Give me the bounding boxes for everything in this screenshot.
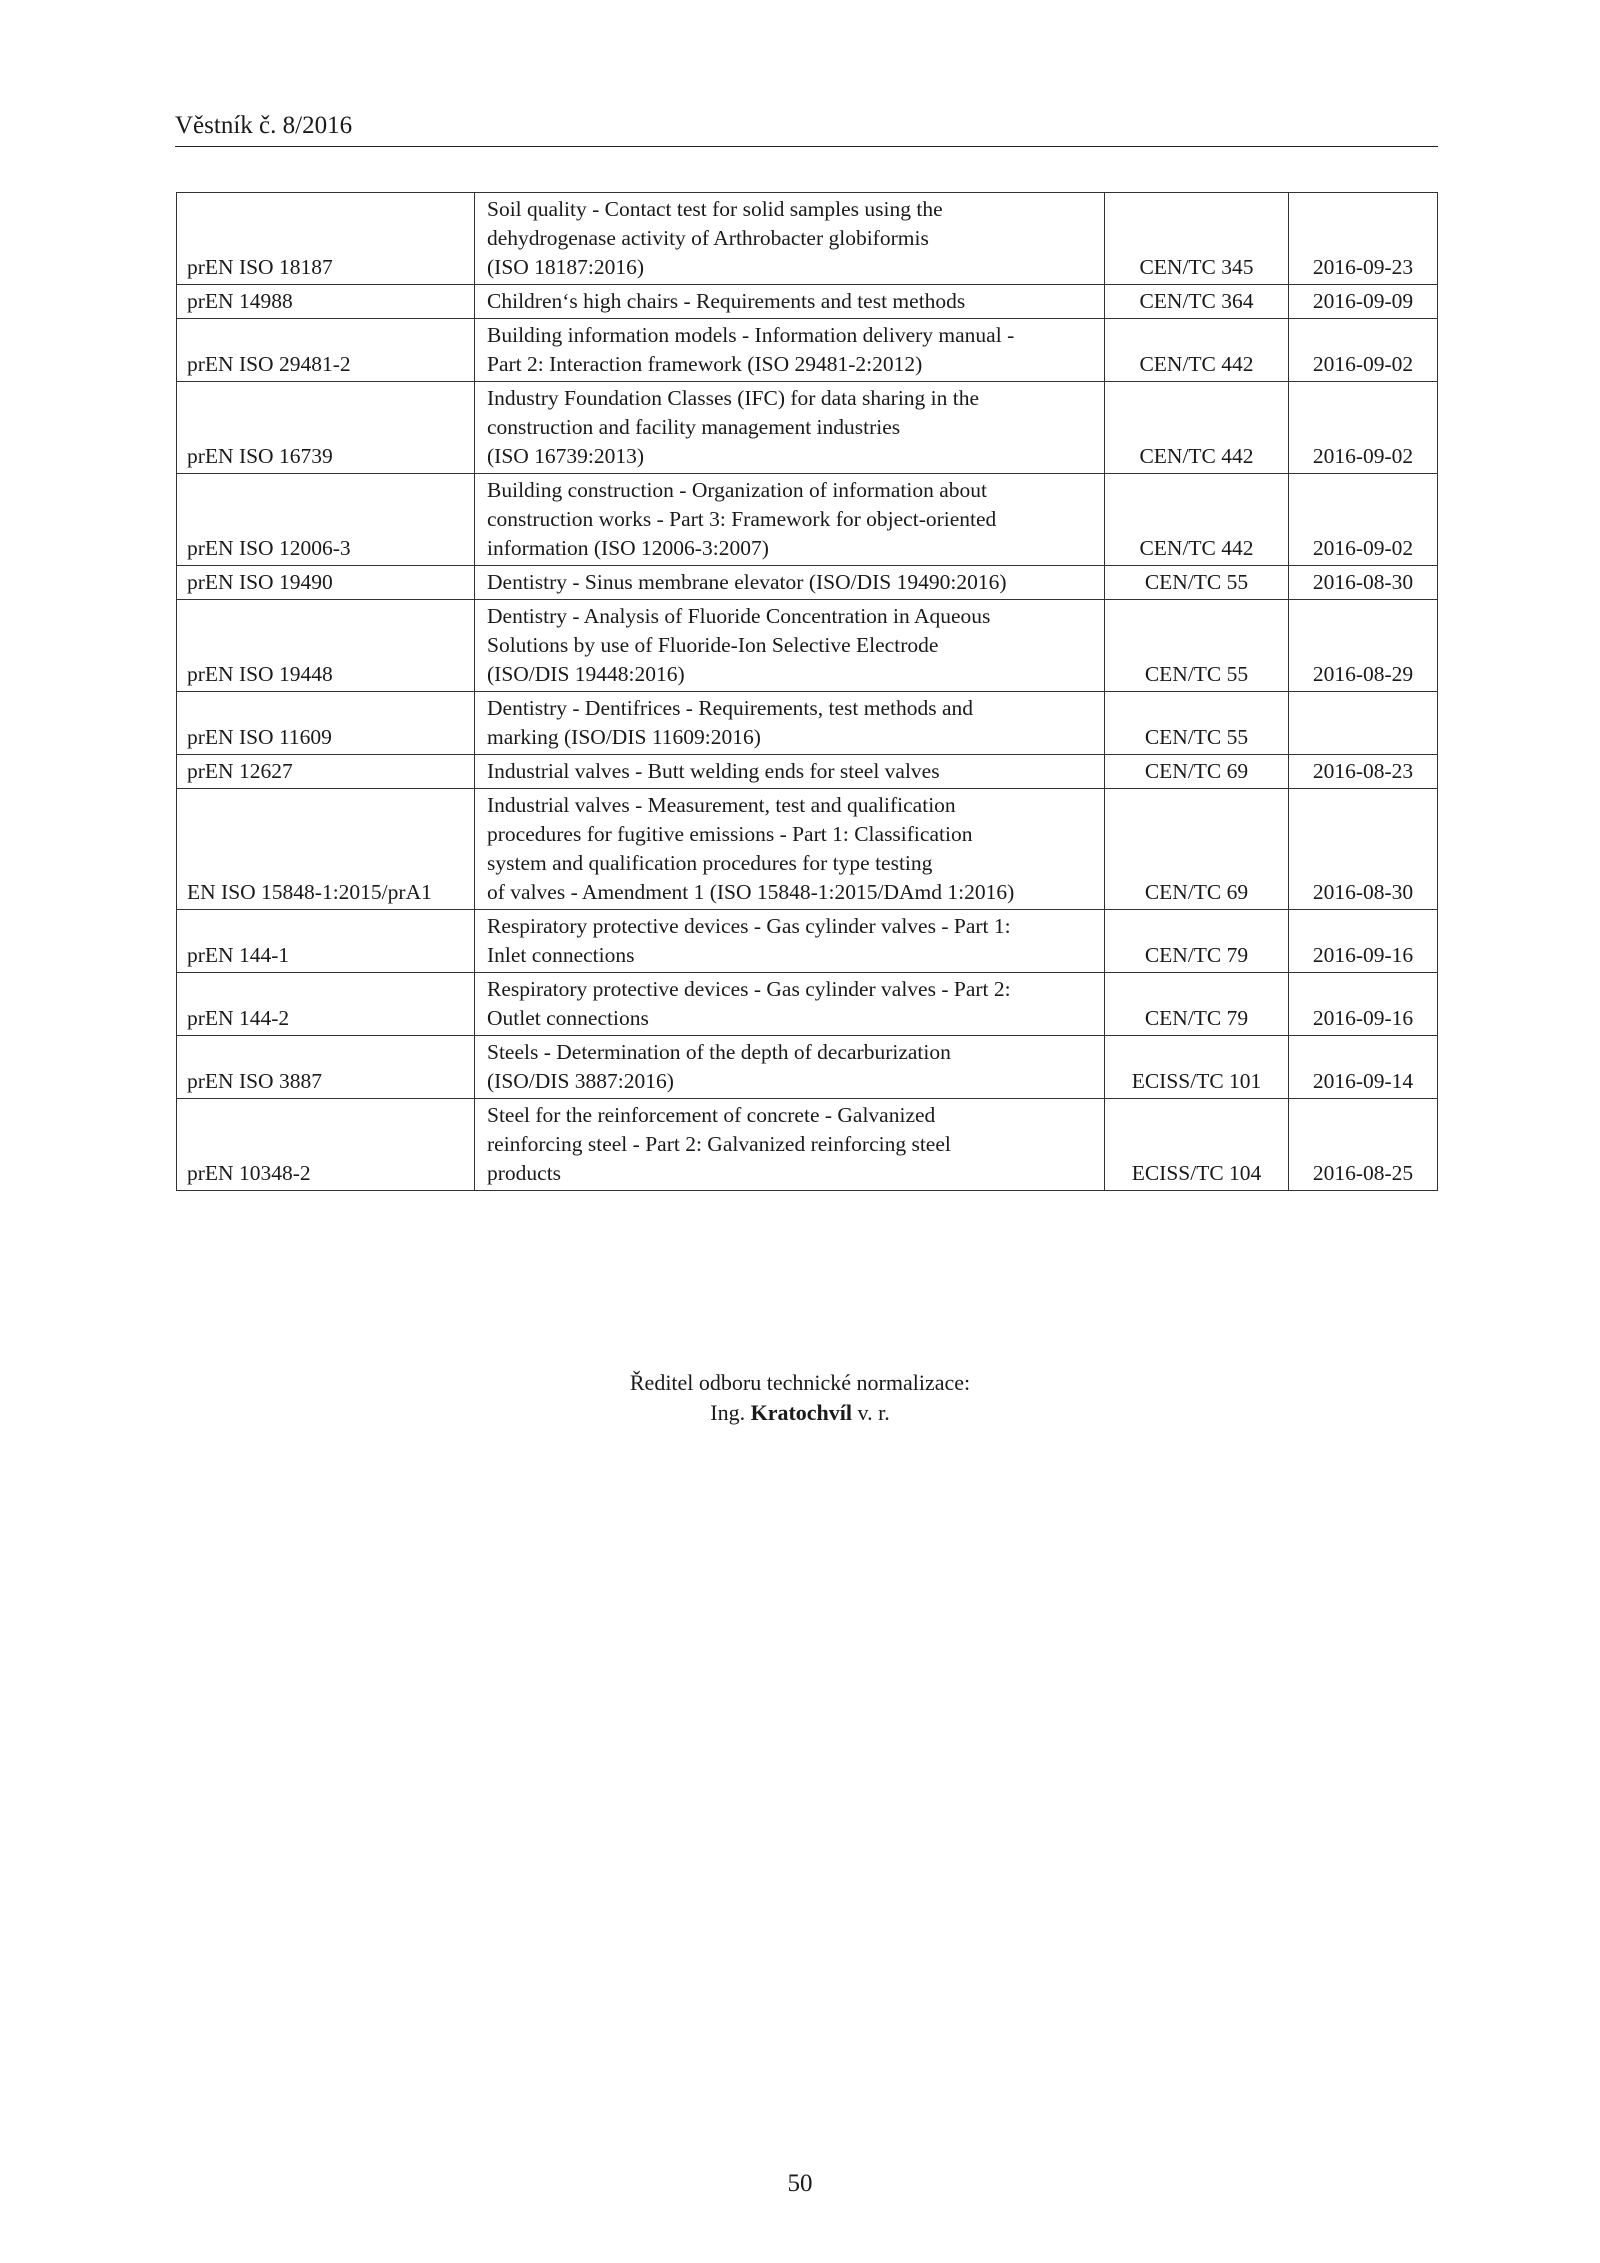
- standard-title-line: construction and facility management industries: [487, 415, 901, 439]
- bulletin-title: Věstník č. 8/2016: [175, 112, 353, 139]
- standard-code-cell: prEN ISO 19448: [177, 600, 475, 692]
- technical-committee-cell: CEN/TC 69: [1105, 789, 1289, 910]
- technical-committee-cell: CEN/TC 442: [1105, 474, 1289, 566]
- standard-code-cell: prEN ISO 12006-3: [177, 474, 475, 566]
- standard-title-cell: [475, 755, 1105, 789]
- table-row: [177, 789, 1438, 910]
- signature-name: Kratochvíl: [750, 1400, 853, 1425]
- technical-committee-cell: CEN/TC 79: [1105, 973, 1289, 1036]
- standard-title-line: construction works - Part 3: Framework for object-oriented: [487, 507, 997, 531]
- standard-code-cell: EN ISO 15848-1:2015/prA1: [177, 789, 475, 910]
- standard-title-line: Industrial valves - Measurement, test and qualification: [487, 793, 956, 817]
- standard-title-line: Part 2: Interaction framework (ISO 29481-2:2012): [487, 352, 923, 376]
- standard-code-cell: prEN ISO 19490: [177, 566, 475, 600]
- standard-title-line: of valves - Amendment 1 (ISO 15848-1:2015/DAmd 1:2016): [487, 880, 1015, 904]
- table-row: [177, 566, 1438, 600]
- deadline-date-cell: 2016-08-25: [1289, 1099, 1438, 1191]
- standard-title-cell: [475, 193, 1105, 285]
- standard-title-line: (ISO/DIS 19448:2016): [487, 662, 685, 686]
- signature-name-line: [0, 1398, 1600, 1428]
- technical-committee-cell: CEN/TC 55: [1105, 600, 1289, 692]
- table-row: [177, 319, 1438, 382]
- standard-title-line: (ISO 16739:2013): [487, 444, 645, 468]
- standard-title-line: Building construction - Organization of information about: [487, 478, 987, 502]
- standard-title-line: procedures for fugitive emissions - Part 1: Classification: [487, 822, 973, 846]
- deadline-date-cell: 2016-09-14: [1289, 1036, 1438, 1099]
- table-row: [177, 382, 1438, 474]
- standard-title-line: Dentistry - Sinus membrane elevator (ISO/DIS 19490:2016): [487, 570, 1007, 594]
- table-row: [177, 910, 1438, 973]
- standard-title-cell: [475, 382, 1105, 474]
- standard-title-line: Industry Foundation Classes (IFC) for data sharing in the: [487, 386, 980, 410]
- standard-title-line: Solutions by use of Fluoride-Ion Selective Electrode: [487, 633, 939, 657]
- table-row: [177, 1036, 1438, 1099]
- standard-title-line: marking (ISO/DIS 11609:2016): [487, 725, 761, 749]
- standard-code-cell: prEN ISO 3887: [177, 1036, 475, 1099]
- deadline-date-cell: 2016-08-29: [1289, 600, 1438, 692]
- standard-title-line: Building information models - Information delivery manual -: [487, 323, 1015, 347]
- standard-code-cell: prEN 144-1: [177, 910, 475, 973]
- standard-title-line: Outlet connections: [487, 1006, 649, 1030]
- standard-title-line: Dentistry - Analysis of Fluoride Concentration in Aqueous: [487, 604, 991, 628]
- technical-committee-cell: CEN/TC 69: [1105, 755, 1289, 789]
- technical-committee-cell: CEN/TC 442: [1105, 382, 1289, 474]
- table-row: [177, 1099, 1438, 1191]
- standard-title-line: dehydrogenase activity of Arthrobacter globiformis: [487, 226, 929, 250]
- signature-prefix: Ing.: [710, 1400, 746, 1425]
- standard-code-cell: prEN 12627: [177, 755, 475, 789]
- deadline-date-cell: 2016-09-02: [1289, 319, 1438, 382]
- standard-title-line: information (ISO 12006-3:2007): [487, 536, 769, 560]
- standards-table: [176, 192, 1438, 1191]
- standard-code-cell: prEN ISO 29481-2: [177, 319, 475, 382]
- technical-committee-cell: CEN/TC 55: [1105, 692, 1289, 755]
- technical-committee-cell: CEN/TC 79: [1105, 910, 1289, 973]
- standard-title-cell: [475, 789, 1105, 910]
- deadline-date-cell: 2016-09-23: [1289, 193, 1438, 285]
- standard-title-line: Respiratory protective devices - Gas cylinder valves - Part 1:: [487, 914, 1011, 938]
- deadline-date-cell: 2016-09-02: [1289, 382, 1438, 474]
- technical-committee-cell: CEN/TC 55: [1105, 566, 1289, 600]
- standard-title-cell: [475, 566, 1105, 600]
- table-row: [177, 973, 1438, 1036]
- technical-committee-cell: CEN/TC 442: [1105, 319, 1289, 382]
- technical-committee-cell: ECISS/TC 101: [1105, 1036, 1289, 1099]
- standard-title-line: Children‘s high chairs - Requirements and test methods: [487, 289, 966, 313]
- standard-title-line: Respiratory protective devices - Gas cylinder valves - Part 2:: [487, 977, 1011, 1001]
- deadline-date-cell: 2016-08-30: [1289, 789, 1438, 910]
- standard-title-line: Industrial valves - Butt welding ends for steel valves: [487, 759, 940, 783]
- deadline-date-cell: [1289, 692, 1438, 755]
- standard-title-line: Steel for the reinforcement of concrete - Galvanized: [487, 1103, 936, 1127]
- technical-committee-cell: ECISS/TC 104: [1105, 1099, 1289, 1191]
- table-row: [177, 474, 1438, 566]
- standard-title-line: Dentistry - Dentifrices - Requirements, test methods and: [487, 696, 974, 720]
- table-row: [177, 600, 1438, 692]
- standard-title-cell: [475, 1036, 1105, 1099]
- technical-committee-cell: CEN/TC 364: [1105, 285, 1289, 319]
- standard-title-line: products: [487, 1161, 562, 1185]
- signature-suffix: v. r.: [857, 1400, 890, 1425]
- standard-title-cell: [475, 600, 1105, 692]
- standard-title-line: (ISO 18187:2016): [487, 255, 645, 279]
- page-number: 50: [787, 2170, 813, 2197]
- standard-title-cell: [475, 285, 1105, 319]
- standard-code-cell: prEN 10348-2: [177, 1099, 475, 1191]
- table-row: [177, 692, 1438, 755]
- signature-role: Ředitel odboru technické normalizace:: [629, 1370, 971, 1395]
- standard-title-cell: [475, 692, 1105, 755]
- standard-title-line: (ISO/DIS 3887:2016): [487, 1069, 674, 1093]
- table-row: [177, 285, 1438, 319]
- standard-title-cell: [475, 910, 1105, 973]
- deadline-date-cell: 2016-09-16: [1289, 910, 1438, 973]
- standard-code-cell: prEN ISO 16739: [177, 382, 475, 474]
- deadline-date-cell: 2016-09-02: [1289, 474, 1438, 566]
- signature-block: [0, 1368, 1600, 1428]
- deadline-date-cell: 2016-09-16: [1289, 973, 1438, 1036]
- standard-code-cell: prEN 144-2: [177, 973, 475, 1036]
- technical-committee-cell: CEN/TC 345: [1105, 193, 1289, 285]
- deadline-date-cell: 2016-09-09: [1289, 285, 1438, 319]
- standard-title-line: Steels - Determination of the depth of decarburization: [487, 1040, 951, 1064]
- standard-title-line: reinforcing steel - Part 2: Galvanized reinforcing steel: [487, 1132, 951, 1156]
- standard-title-line: system and qualification procedures for type testing: [487, 851, 933, 875]
- standards-table-body: [177, 193, 1438, 1191]
- standard-title-cell: [475, 1099, 1105, 1191]
- standard-code-cell: prEN 14988: [177, 285, 475, 319]
- standard-title-line: Inlet connections: [487, 943, 635, 967]
- table-row: [177, 193, 1438, 285]
- standard-title-cell: [475, 973, 1105, 1036]
- deadline-date-cell: 2016-08-30: [1289, 566, 1438, 600]
- standard-code-cell: prEN ISO 18187: [177, 193, 475, 285]
- standard-title-line: Soil quality - Contact test for solid samples using the: [487, 197, 943, 221]
- page-header: [175, 112, 1438, 147]
- standard-title-cell: [475, 319, 1105, 382]
- standard-title-cell: [475, 474, 1105, 566]
- table-row: [177, 755, 1438, 789]
- deadline-date-cell: 2016-08-23: [1289, 755, 1438, 789]
- standard-code-cell: prEN ISO 11609: [177, 692, 475, 755]
